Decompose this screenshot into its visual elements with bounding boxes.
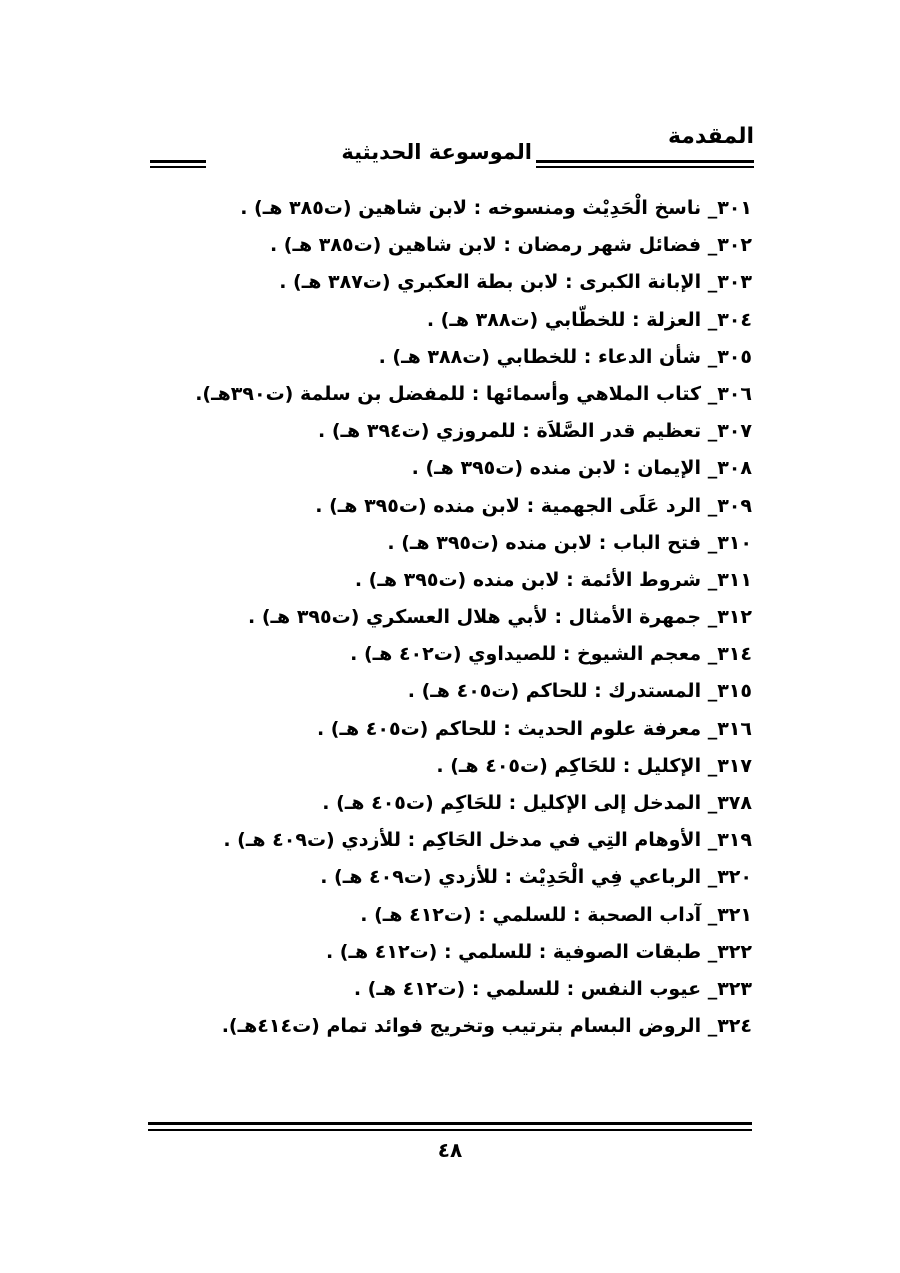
list-item: ٣٠٦_ كتاب الملاهي وأسمائها : للمفضل بن سلمة (ت٣٩٠هـ). — [195, 382, 752, 405]
list-item: ٣١٥_ المستدرك : للحاكم (ت٤٠٥ هـ) . — [407, 680, 752, 703]
list-item: ٣١٤_ معجم الشيوخ : للصيداوي (ت٤٠٢ هـ) . — [350, 643, 752, 666]
list-item: ٣٧٨_ المدخل إلى الإكليل : للحَاكِم (ت٤٠٥ هـ) . — [322, 792, 752, 814]
page-header — [150, 120, 754, 170]
list-item: ٣٢٣_ عيوب النفس : للسلمي : (ت٤١٢ هـ) . — [353, 977, 752, 1000]
list-item: ٣٠٧_ تعظيم قدر الصَّلاَة : للمروزي (ت٣٩٤ هـ) . — [318, 420, 752, 443]
section-title: المقدمة — [667, 124, 754, 149]
book-title: الموسوعة الحديثية — [341, 140, 532, 164]
list-item: ٣٢٤_ الروض البسام بترتيب وتخريج فوائد تمام (ت٤١٤هـ). — [221, 1015, 752, 1038]
list-item: ٣٠٤_ العزلة : للخطّابي (ت٣٨٨ هـ) . — [426, 308, 752, 331]
list-item: ٣٠٥_ شأن الدعاء : للخطابي (ت٣٨٨ هـ) . — [378, 345, 752, 368]
list-item: ٣٢٠_ الرباعي فِي الْحَدِيْث : للأزدي (ت٤٠٩ هـ) . — [320, 866, 752, 889]
list-item: ٣١٧_ الإكليل : للحَاكِم (ت٤٠٥ هـ) . — [436, 754, 752, 777]
list-item: ٣١٠_ فتح الباب : لابن منده (ت٣٩٥ هـ) . — [387, 531, 752, 554]
page-number: ٤٨ — [437, 1138, 463, 1162]
list-item: ٣٢١_ آداب الصحبة : للسلمي : (ت٤١٢ هـ) . — [360, 903, 752, 926]
list-item: ٣١٦_ معرفة علوم الحديث : للحاكم (ت٤٠٥ هـ) . — [316, 717, 752, 740]
list-item: ٣١١_ شروط الأئمة : لابن منده (ت٣٩٥ هـ) . — [354, 568, 752, 591]
list-item: ٣٠٣_ الإبانة الكبرى : لابن بطة العكبري (ت٣٨٧ هـ) . — [279, 271, 752, 294]
list-item: ٣١٩_ الأوهام التِي في مدخل الحَاكِم : للأزدي (ت٤٠٩ هـ) . — [223, 829, 752, 852]
list-item: ٣٠٢_ فضائل شهر رمضان : لابن شاهين (ت٣٨٥ هـ) . — [269, 234, 752, 257]
footer-rule-bottom — [148, 1129, 752, 1131]
list-item: ٣٠١_ ناسخ الْحَدِيْث ومنسوخه : لابن شاهين (ت٣٨٥ هـ) . — [240, 197, 752, 219]
list-item: ٣٠٩_ الرد عَلَى الجهمية : لابن منده (ت٣٩٥ هـ) . — [315, 494, 752, 517]
bibliography-list — [192, 190, 752, 1045]
list-item: ٣٠٨_ الإيمان : لابن منده (ت٣٩٥ هـ) . — [411, 457, 752, 480]
footer-rule-top — [148, 1122, 752, 1125]
list-item: ٣١٢_ جمهرة الأمثال : لأبي هلال العسكري (ت٣٩٥ هـ) . — [248, 606, 752, 629]
list-item: ٣٢٢_ طبقات الصوفية : للسلمي : (ت٤١٢ هـ) . — [325, 940, 752, 963]
